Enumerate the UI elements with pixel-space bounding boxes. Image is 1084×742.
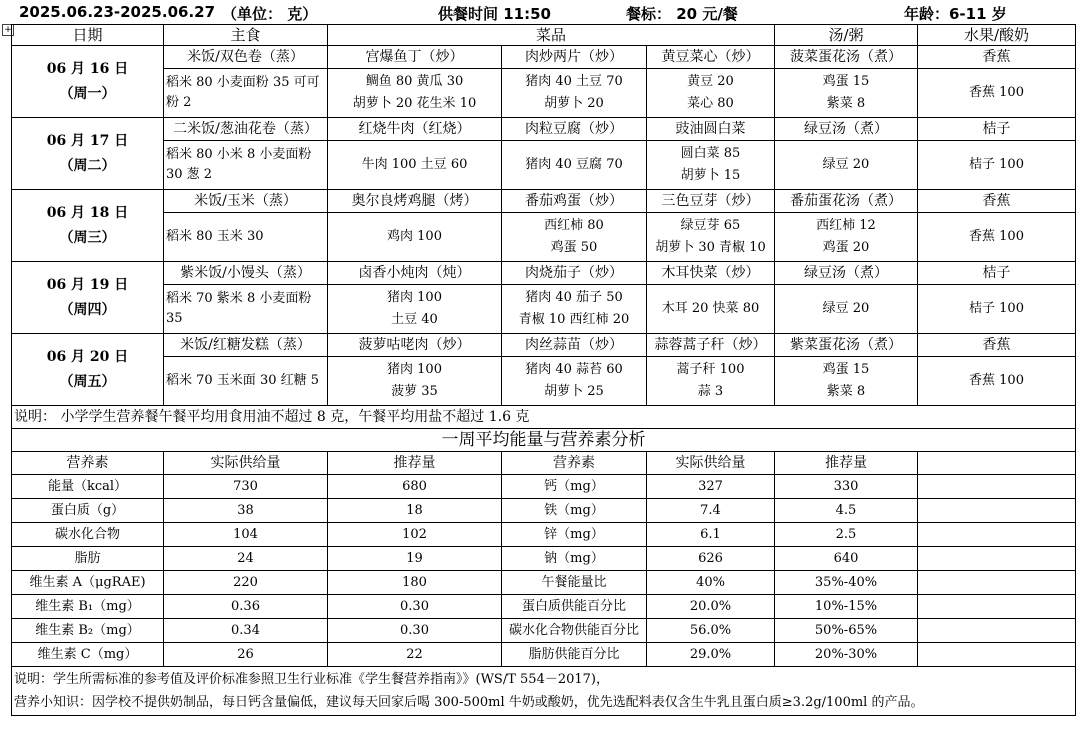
dish1-ingredients-line: 鸡肉 100	[387, 229, 442, 244]
soup-name: 绿豆汤（煮）	[775, 262, 918, 285]
dish1-ingredients	[328, 141, 502, 190]
staple-name: 米饭/红糖发糕（蒸）	[164, 334, 328, 357]
nutrient-cell: 104	[164, 523, 328, 547]
nutrient-header: 实际供给量	[164, 452, 328, 475]
nutrient-row	[12, 499, 1076, 523]
nutrient-cell: 56.0%	[647, 619, 775, 643]
analysis-title: 一周平均能量与营养素分析	[12, 429, 1076, 452]
dish1-ingredients	[328, 213, 502, 262]
day-dish-row	[12, 262, 1076, 285]
header-soup: 汤/粥	[775, 25, 918, 46]
note-row	[12, 406, 1076, 429]
day-ingredient-row	[12, 69, 1076, 118]
nutrient-cell: 0.30	[328, 619, 502, 643]
nutrient-cell: 2.5	[775, 523, 918, 547]
dish2-ingredients-line: 胡萝卜 20	[544, 96, 604, 111]
nutrient-empty-cell	[918, 499, 1076, 523]
unit-label: （单位： 克）	[222, 5, 318, 23]
fruit-ingredients: 香蕉 100	[918, 357, 1076, 406]
dish2-ingredients-line: 猪肉 40 茄子 50	[525, 290, 623, 305]
table-move-handle[interactable]: +	[2, 24, 14, 36]
nutrient-empty-cell	[918, 619, 1076, 643]
oil-salt-note: 说明： 小学学生营养餐午餐平均用食用油不超过 8 克，午餐平均用盐不超过 1.6 克	[12, 406, 1076, 429]
date-cell	[12, 190, 164, 262]
dish1-name: 宫爆鱼丁（炒）	[328, 46, 502, 69]
nutrient-cell: 220	[164, 571, 328, 595]
nutrient-cell: 19	[328, 547, 502, 571]
soup-ingredients-line: 紫菜 8	[826, 96, 866, 111]
nutrient-cell: 维生素 B₂（mg）	[12, 619, 164, 643]
nutrient-cell: 铁（mg）	[502, 499, 647, 523]
header-staple: 主食	[164, 25, 328, 46]
nutrient-cell: 碳水化合物	[12, 523, 164, 547]
dish3-name: 木耳快菜（炒）	[647, 262, 775, 285]
nutrient-cell: 钠（mg）	[502, 547, 647, 571]
nutrient-header: 实际供给量	[647, 452, 775, 475]
dish2-name: 番茄鸡蛋（炒）	[502, 190, 647, 213]
nutrient-cell: 脂肪供能百分比	[502, 643, 647, 667]
nutrient-cell: 锌（mg）	[502, 523, 647, 547]
nutrient-cell: 蛋白质供能百分比	[502, 595, 647, 619]
footer-notes	[12, 667, 1076, 716]
dish1-name: 卤香小炖肉（炖）	[328, 262, 502, 285]
date-text: 06 月 17 日	[46, 132, 129, 149]
nutrient-cell: 327	[647, 475, 775, 499]
soup-ingredients	[775, 357, 918, 406]
nutrient-cell: 50%-65%	[775, 619, 918, 643]
dish2-ingredients	[502, 69, 647, 118]
standard-note: 说明：学生所需标准的参考值及评价标准参照卫生行业标准《学生餐营养指南》》(WS/T 554－2017)，	[14, 672, 609, 687]
nutrient-cell: 脂肪	[12, 547, 164, 571]
dish3-ingredients	[647, 357, 775, 406]
nutrient-cell: 维生素 A（μgRAE)	[12, 571, 164, 595]
day-dish-row	[12, 118, 1076, 141]
staple-ingredients: 稻米 70 紫米 8 小麦面粉 35	[164, 285, 328, 334]
nutrient-empty-cell	[918, 595, 1076, 619]
period-label: 2025.06.23-2025.06.27	[19, 3, 216, 21]
age-label: 年龄：6-11 岁	[904, 5, 1007, 23]
dish2-ingredients	[502, 141, 647, 190]
nutrient-row	[12, 523, 1076, 547]
dish2-ingredients-line: 青椒 10 西红柿 20	[518, 312, 630, 327]
weekday-text: （周四）	[59, 301, 116, 318]
price-label: 餐标： 20 元/餐	[626, 5, 738, 23]
dish2-name: 肉丝蒜苗（炒）	[502, 334, 647, 357]
dish1-name: 红烧牛肉（红烧）	[328, 118, 502, 141]
date-text: 06 月 18 日	[46, 204, 129, 221]
soup-ingredients-line: 鸡蛋 15	[822, 362, 870, 377]
weekday-text: （周二）	[59, 157, 116, 174]
dish2-name: 肉粒豆腐（炒）	[502, 118, 647, 141]
nutrient-cell: 0.30	[328, 595, 502, 619]
dish3-name: 蒜蓉蒿子秆（炒）	[647, 334, 775, 357]
dish2-ingredients	[502, 357, 647, 406]
dish2-ingredients	[502, 213, 647, 262]
dish1-ingredients-line: 猪肉 100	[387, 362, 442, 377]
soup-name: 番茄蛋花汤（煮）	[775, 190, 918, 213]
header-fruit: 水果/酸奶	[918, 25, 1076, 46]
nutrient-cell: 40%	[647, 571, 775, 595]
staple-name: 二米饭/葱油花卷（蒸）	[164, 118, 328, 141]
fruit-ingredients: 桔子 100	[918, 285, 1076, 334]
nutrient-cell: 6.1	[647, 523, 775, 547]
soup-ingredients-line: 鸡蛋 20	[822, 240, 870, 255]
soup-ingredients-line: 西红柿 12	[816, 218, 876, 233]
date-text: 06 月 20 日	[46, 348, 129, 365]
dish3-ingredients-line: 绿豆芽 65	[680, 218, 741, 233]
nutrient-cell: 20%-30%	[775, 643, 918, 667]
dish3-ingredients-line: 黄豆 20	[687, 74, 734, 89]
fruit-ingredients: 香蕉 100	[918, 213, 1076, 262]
dish1-ingredients	[328, 357, 502, 406]
nutrient-cell: 22	[328, 643, 502, 667]
soup-ingredients	[775, 213, 918, 262]
dish3-ingredients-line: 胡萝卜 30 青椒 10	[655, 240, 766, 255]
dish3-ingredients	[647, 213, 775, 262]
soup-ingredients	[775, 69, 918, 118]
fruit-name: 香蕉	[918, 190, 1076, 213]
nutrient-cell: 10%-15%	[775, 595, 918, 619]
dish3-ingredients-line: 蒜 3	[697, 384, 724, 399]
nutrient-cell: 29.0%	[647, 643, 775, 667]
nutrition-tip: 营养小知识：因学校不提供奶制品，每日钙含量偏低，建议每天回家后喝 300-500ml 牛奶或酸奶，优先选配料表仅含生牛乳且蛋白质≥3.2g/100ml 的产品。	[14, 695, 924, 710]
weekday-text: （周五）	[59, 373, 116, 390]
header-date: 日期	[12, 25, 164, 46]
weekday-text: （周一）	[59, 85, 116, 102]
serve-time-label: 供餐时间 11:50	[438, 5, 551, 23]
fruit-ingredients: 香蕉 100	[918, 69, 1076, 118]
nutrient-row	[12, 619, 1076, 643]
soup-ingredients	[775, 141, 918, 190]
nutrient-header-row	[12, 452, 1076, 475]
fruit-name: 桔子	[918, 262, 1076, 285]
dish2-ingredients-line: 鸡蛋 50	[550, 240, 598, 255]
dish2-ingredients-line: 西红柿 80	[544, 218, 604, 233]
soup-ingredients-line: 鸡蛋 15	[822, 74, 870, 89]
menu-header-row	[12, 25, 1076, 46]
nutrient-header: 营养素	[12, 452, 164, 475]
fruit-name: 桔子	[918, 118, 1076, 141]
nutrient-cell: 680	[328, 475, 502, 499]
nutrient-cell: 蛋白质（g）	[12, 499, 164, 523]
nutrient-cell: 730	[164, 475, 328, 499]
date-cell	[12, 334, 164, 406]
nutrient-cell: 午餐能量比	[502, 571, 647, 595]
dish1-name: 奥尔良烤鸡腿（烤）	[328, 190, 502, 213]
analysis-title-row	[12, 429, 1076, 452]
nutrient-cell: 碳水化合物供能百分比	[502, 619, 647, 643]
dish3-name: 三色豆芽（炒）	[647, 190, 775, 213]
nutrient-cell: 0.36	[164, 595, 328, 619]
staple-ingredients: 稻米 80 小麦面粉 35 可可粉 2	[164, 69, 328, 118]
date-cell	[12, 118, 164, 190]
header-bar	[0, 0, 1084, 24]
staple-name: 紫米饭/小馒头（蒸）	[164, 262, 328, 285]
day-ingredient-row	[12, 285, 1076, 334]
dish1-ingredients	[328, 69, 502, 118]
staple-ingredients: 稻米 80 小米 8 小麦面粉 30 葱 2	[164, 141, 328, 190]
nutrient-empty-cell	[918, 547, 1076, 571]
nutrient-cell: 20.0%	[647, 595, 775, 619]
soup-ingredients-line: 紫菜 8	[826, 384, 866, 399]
nutrient-cell: 18	[328, 499, 502, 523]
dish2-ingredients	[502, 285, 647, 334]
dish3-ingredients-line: 蒿子秆 100	[676, 362, 745, 377]
dish3-ingredients	[647, 69, 775, 118]
nutrient-cell: 330	[775, 475, 918, 499]
date-cell	[12, 46, 164, 118]
day-ingredient-row	[12, 357, 1076, 406]
nutrient-row	[12, 595, 1076, 619]
dish1-ingredients-line: 菠萝 35	[391, 384, 438, 399]
fruit-ingredients: 桔子 100	[918, 141, 1076, 190]
day-dish-row	[12, 46, 1076, 69]
staple-ingredients: 稻米 70 玉米面 30 红糖 5	[164, 357, 328, 406]
nutrient-cell: 维生素 C（mg）	[12, 643, 164, 667]
soup-ingredients-line: 绿豆 20	[822, 301, 870, 316]
nutrient-cell: 24	[164, 547, 328, 571]
nutrient-cell: 35%-40%	[775, 571, 918, 595]
soup-ingredients	[775, 285, 918, 334]
dish1-name: 菠萝咕咾肉（炒）	[328, 334, 502, 357]
dish1-ingredients-line: 猪肉 100	[387, 290, 442, 305]
dish1-ingredients	[328, 285, 502, 334]
menu-table	[11, 24, 1076, 716]
dish3-ingredients-line: 菜心 80	[687, 96, 734, 111]
nutrient-cell: 钙（mg）	[502, 475, 647, 499]
nutrient-empty-cell	[918, 475, 1076, 499]
nutrient-cell: 640	[775, 547, 918, 571]
day-dish-row	[12, 334, 1076, 357]
day-ingredient-row	[12, 141, 1076, 190]
dish3-name: 黄豆菜心（炒）	[647, 46, 775, 69]
soup-name: 菠菜蛋花汤（煮）	[775, 46, 918, 69]
dish2-name: 肉炒两片（炒）	[502, 46, 647, 69]
nutrient-cell: 102	[328, 523, 502, 547]
day-dish-row	[12, 190, 1076, 213]
day-ingredient-row	[12, 213, 1076, 262]
dish3-ingredients	[647, 141, 775, 190]
date-text: 06 月 16 日	[46, 60, 129, 77]
dish3-ingredients-line: 胡萝卜 15	[680, 168, 741, 183]
nutrient-cell: 0.34	[164, 619, 328, 643]
nutrient-header: 营养素	[502, 452, 647, 475]
nutrient-header: 推荐量	[328, 452, 502, 475]
staple-name: 米饭/双色卷（蒸）	[164, 46, 328, 69]
dish1-ingredients-line: 胡萝卜 20 花生米 10	[352, 96, 477, 111]
dish2-ingredients-line: 猪肉 40 豆腐 70	[525, 157, 623, 172]
nutrient-row	[12, 643, 1076, 667]
dish2-ingredients-line: 胡萝卜 25	[544, 384, 604, 399]
dish3-ingredients-line: 圆白菜 85	[680, 146, 741, 161]
nutrient-row	[12, 475, 1076, 499]
fruit-name: 香蕉	[918, 46, 1076, 69]
footer-row	[12, 667, 1076, 716]
nutrient-empty-cell	[918, 571, 1076, 595]
nutrient-cell: 7.4	[647, 499, 775, 523]
staple-ingredients: 稻米 80 玉米 30	[164, 213, 328, 262]
dish1-ingredients-line: 鲷鱼 80 黄瓜 30	[365, 74, 464, 89]
date-text: 06 月 19 日	[46, 276, 129, 293]
dish2-ingredients-line: 猪肉 40 土豆 70	[525, 74, 623, 89]
header-dishes: 菜品	[328, 25, 775, 46]
nutrient-empty-cell	[918, 452, 1076, 475]
soup-ingredients-line: 绿豆 20	[822, 157, 870, 172]
dish2-ingredients-line: 猪肉 40 蒜苔 60	[525, 362, 623, 377]
dish1-ingredients-line: 土豆 40	[391, 312, 438, 327]
dish3-name: 豉油圆白菜	[647, 118, 775, 141]
nutrient-row	[12, 547, 1076, 571]
nutrient-cell: 26	[164, 643, 328, 667]
nutrient-header: 推荐量	[775, 452, 918, 475]
dish2-name: 肉烧茄子（炒）	[502, 262, 647, 285]
nutrient-empty-cell	[918, 523, 1076, 547]
weekday-text: （周三）	[59, 229, 116, 246]
nutrient-cell: 4.5	[775, 499, 918, 523]
nutrient-cell: 维生素 B₁（mg）	[12, 595, 164, 619]
soup-name: 绿豆汤（煮）	[775, 118, 918, 141]
staple-name: 米饭/玉米（蒸）	[164, 190, 328, 213]
dish3-ingredients	[647, 285, 775, 334]
date-cell	[12, 262, 164, 334]
nutrient-empty-cell	[918, 643, 1076, 667]
nutrient-cell: 180	[328, 571, 502, 595]
nutrient-cell: 626	[647, 547, 775, 571]
soup-name: 紫菜蛋花汤（煮）	[775, 334, 918, 357]
nutrient-cell: 38	[164, 499, 328, 523]
nutrient-row	[12, 571, 1076, 595]
nutrient-cell: 能量（kcal）	[12, 475, 164, 499]
dish1-ingredients-line: 牛肉 100 土豆 60	[361, 157, 468, 172]
dish3-ingredients-line: 木耳 20 快菜 80	[661, 301, 760, 316]
fruit-name: 香蕉	[918, 334, 1076, 357]
